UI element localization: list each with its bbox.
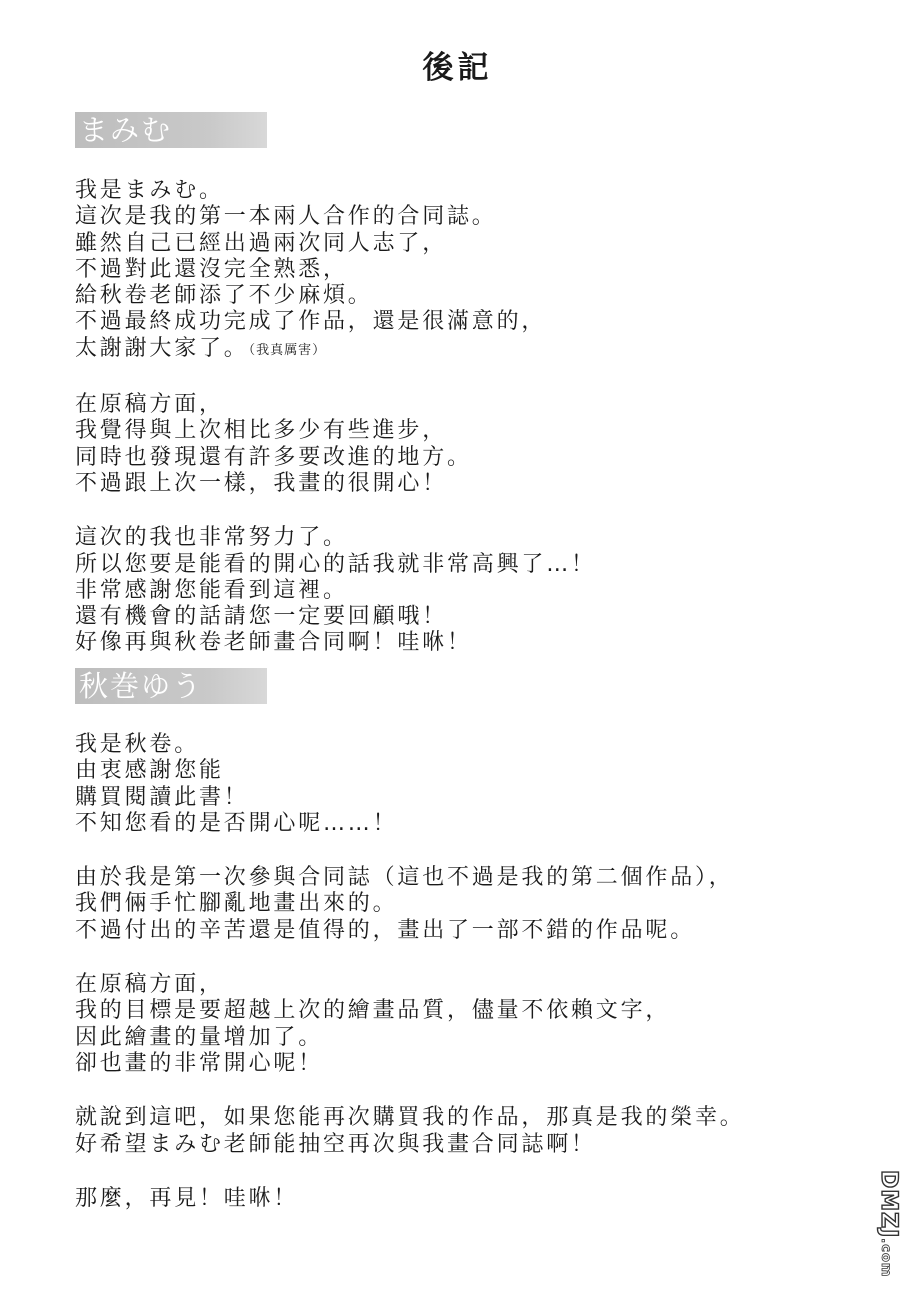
author-name: 秋巻ゆう <box>79 669 204 703</box>
text-line: 不過最終成功完成了作品，還是很滿意的， <box>75 309 547 335</box>
text-line: 同時也發現還有許多要改進的地方。 <box>75 444 472 470</box>
paragraph <box>75 525 835 656</box>
text-line: 那麼，再見！哇咻！ <box>75 1185 299 1211</box>
text-line: 這次的我也非常努力了。 <box>75 525 348 551</box>
text-line: 給秋卷老師添了不少麻煩。 <box>75 283 373 309</box>
text-line: 還有機會的話請您一定要回顧哦！ <box>75 604 448 630</box>
text-line: 所以您要是能看的開心的話我就非常高興了…！ <box>75 551 596 577</box>
text-line: 非常感謝您能看到這裡。 <box>75 577 348 603</box>
paragraph <box>75 972 835 1077</box>
text-line: 我是秋卷。 <box>75 732 200 757</box>
watermark-brand: DMZJ <box>876 1170 901 1239</box>
text-line: 不過付出的辛苦還是值得的，畫出了一部不錯的作品呢。 <box>75 917 696 943</box>
afterword-section-akimaki <box>75 668 835 1240</box>
site-watermark <box>875 1170 905 1288</box>
text-line: 我的目標是要超越上次的繪畫品質，儘量不依賴文字， <box>75 998 671 1024</box>
text-line: 好希望まみむ老師能抽空再次與我畫合同誌啊！ <box>75 1131 596 1157</box>
text-line: 我是まみむ。 <box>75 178 224 203</box>
text-line: 在原稿方面， <box>75 392 224 418</box>
text-line: 這次是我的第一本兩人合作的合同誌。 <box>75 204 497 230</box>
text-line: 就說到這吧，如果您能再次購買我的作品，那真是我的榮幸。 <box>75 1105 745 1131</box>
author-heading-band <box>75 668 267 704</box>
text-line: 不過對此還沒完全熟悉， <box>75 256 348 282</box>
text-line: 由於我是第一次參與合同誌（這也不過是我的第二個作品）， <box>75 865 734 891</box>
author-name: まみむ <box>79 113 173 147</box>
author-heading-band <box>75 112 267 148</box>
paragraph <box>75 1186 835 1212</box>
text-line: 購買閱讀此書！ <box>75 784 249 810</box>
paragraph <box>75 178 835 364</box>
afterword-section-mamimu <box>75 112 835 685</box>
text-line-main: 太謝謝大家了。 <box>75 335 249 361</box>
text-line <box>75 336 835 364</box>
aside-note: （我真厲害） <box>248 342 327 358</box>
text-line: 不知您看的是否開心呢……！ <box>75 810 398 836</box>
text-line: 好像再與秋卷老師畫合同啊！哇咻！ <box>75 630 472 656</box>
text-line: 因此繪畫的量增加了。 <box>75 1024 324 1050</box>
watermark-suffix: .com <box>878 1238 893 1278</box>
text-line: 由衷感謝您能 <box>75 758 224 784</box>
text-line: 不過跟上次一樣，我畫的很開心！ <box>75 470 448 496</box>
text-line: 雖然自己已經出過兩次同人志了， <box>75 230 448 256</box>
watermark-logo-text <box>876 1170 901 1277</box>
paragraph <box>75 1105 835 1158</box>
text-line: 卻也畫的非常開心呢！ <box>75 1050 324 1076</box>
page-title: 後記 <box>422 50 493 86</box>
paragraph <box>75 732 835 837</box>
paragraph <box>75 865 835 944</box>
text-line: 在原稿方面， <box>75 972 224 998</box>
text-line: 我覺得與上次相比多少有些進步， <box>75 418 448 444</box>
afterword-body <box>75 732 835 1212</box>
text-line: 我們倆手忙腳亂地畫出來的。 <box>75 891 398 917</box>
afterword-body <box>75 178 835 657</box>
paragraph <box>75 392 835 497</box>
